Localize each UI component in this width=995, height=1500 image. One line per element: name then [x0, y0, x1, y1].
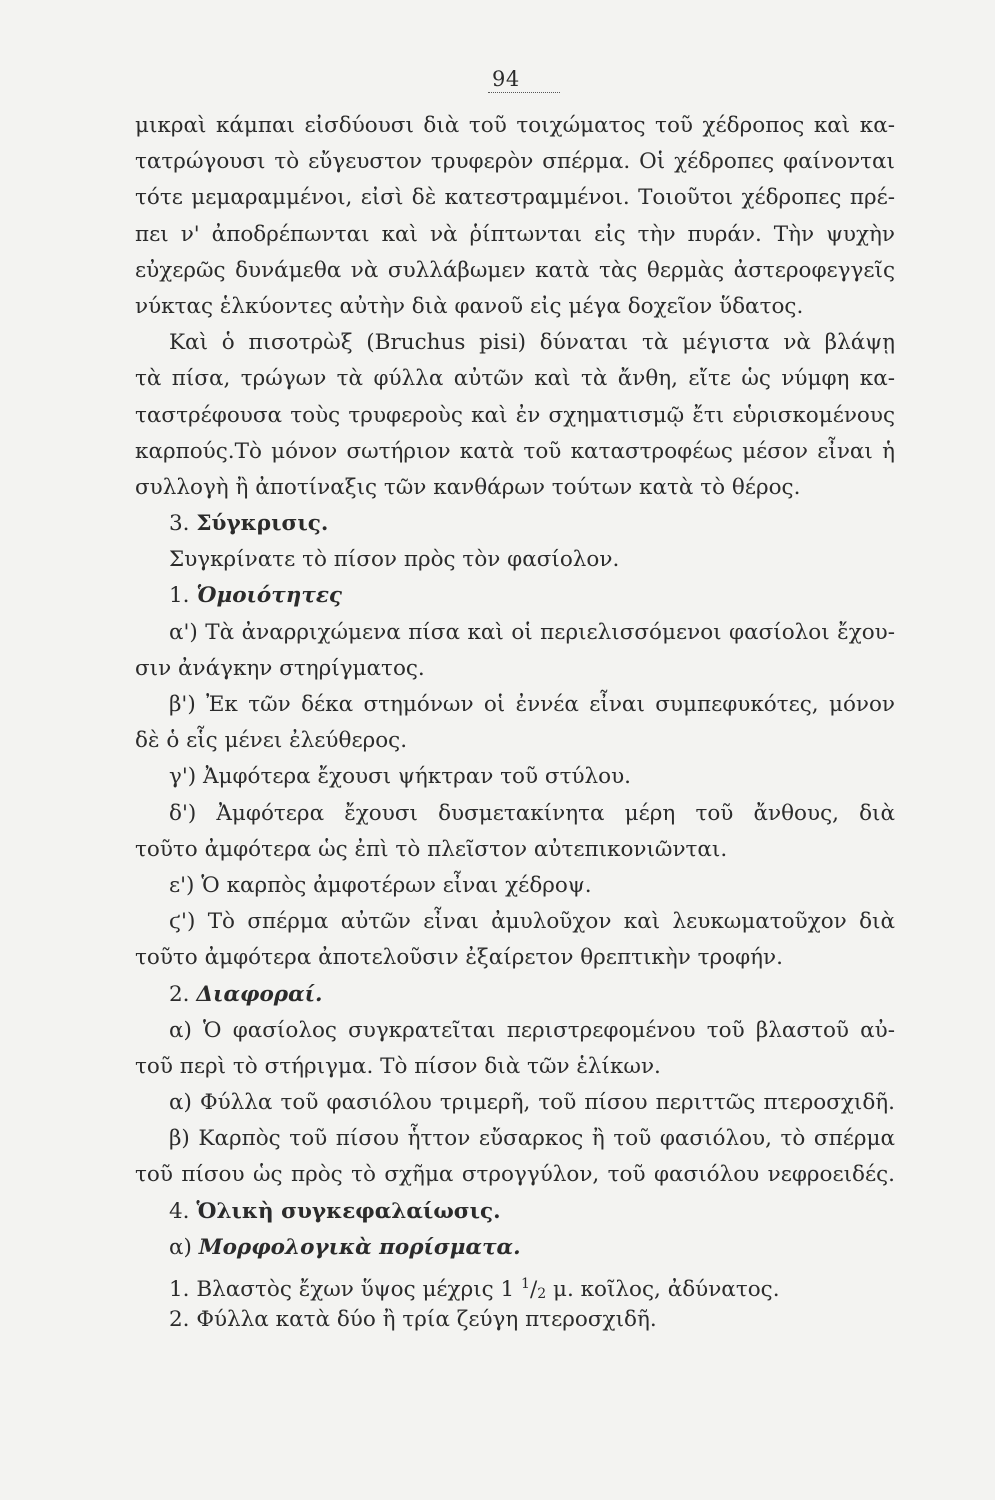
subsection-title: Διαφοραί.	[196, 981, 323, 1007]
fraction-denominator: 2	[537, 1286, 547, 1302]
section-heading	[135, 1194, 895, 1230]
text-line: καρπούς.Τὸ μόνον σωτήριον κατὰ τοῦ καταστροφέως μέσον εἶναι ἡ	[135, 438, 895, 464]
subsection-heading	[135, 977, 895, 1013]
subsection-number: 2.	[169, 981, 190, 1007]
list-item-line: α) Φύλλα τοῦ φασιόλου τριμερῆ, τοῦ πίσου περιττῶς πτεροσχιδῆ.	[169, 1090, 895, 1116]
text-line: Συγκρίνατε τὸ πίσον πρὸς τὸν φασίολον.	[169, 547, 620, 573]
list-item-line: τοῦτο ἀμφότερα ἀποτελοῦσιν ἐξαίρετον θρεπτικὴν τροφήν.	[135, 945, 783, 971]
section-number: 3.	[169, 511, 190, 537]
item-text: Βλαστὸς ἔχων ὕψος μέχρις 1	[196, 1277, 522, 1302]
list-item-line	[135, 1266, 895, 1302]
text-line: πει ν' ἀποδρέπωνται καὶ νὰ ῥίπτωνται εἰς τὴν πυράν. Τὴν ψυχὴν	[135, 221, 895, 247]
subsection-label: α)	[169, 1234, 192, 1260]
section-number: 4.	[169, 1198, 190, 1224]
text-line: τατρώγουσι τὸ εὔγευστον τρυφερὸν σπέρμα. Οἱ χέδροπες φαίνονται	[135, 149, 895, 175]
subsection-title: Ὁμοιότητες	[196, 583, 342, 609]
list-item-line: δὲ ὁ εἷς μένει ἐλεύθερος.	[135, 728, 408, 754]
text-line: τὰ πίσα, τρώγων τὰ φύλλα αὐτῶν καὶ τὰ ἄνθη, εἴτε ὡς νύμφη κα-	[135, 366, 895, 392]
text-line: Καὶ ὁ πισοτρὼξ (Bruchus pisi) δύναται τὰ μέγιστα νὰ βλάψῃ	[169, 330, 895, 356]
list-item-line: ε') Ὁ καρπὸς ἀμφοτέρων εἶναι χέδροψ.	[169, 872, 592, 898]
section-title: Ὁλικὴ συγκεφαλαίωσις.	[196, 1198, 501, 1224]
list-item-line: γ') Ἀμφότερα ἔχουσι ψήκτραν τοῦ στύλου.	[169, 764, 632, 790]
item-number: 2.	[169, 1307, 190, 1333]
subsection-heading	[135, 1230, 895, 1266]
list-item-line: τοῦτο ἀμφότερα ὡς ἐπὶ τὸ πλεῖστον αὐτεπικονιῶνται.	[135, 836, 728, 862]
list-item-line: β) Καρπὸς τοῦ πίσου ἧττον εὔσαρκος ἢ τοῦ φασιόλου, τὸ σπέρμα	[169, 1126, 895, 1152]
list-item-line: τοῦ περὶ τὸ στήριγμα. Τὸ πίσον διὰ τῶν ἑλίκων.	[135, 1053, 661, 1079]
item-number: 1.	[169, 1277, 190, 1302]
list-item-line: α) Ὁ φασίολος συγκρατεῖται περιστρεφομένου τοῦ βλαστοῦ αὐ-	[169, 1017, 895, 1043]
subsection-number: 1.	[169, 583, 190, 609]
list-item-line	[135, 1302, 895, 1338]
list-item-line: α') Τὰ ἀναρριχώμενα πίσα καὶ οἱ περιελισσόμενοι φασίολοι ἔχου-	[169, 619, 895, 645]
list-item-line: τοῦ πίσου ὡς πρὸς τὸ σχῆμα στρογγύλον, τοῦ φασιόλου νεφροειδές.	[135, 1162, 895, 1188]
subsection-title: Μορφολογικὰ πορίσματα.	[198, 1234, 521, 1260]
list-item-line: σιν ἀνάγκην στηρίγματος.	[135, 655, 425, 681]
page-number: 94	[488, 66, 560, 93]
list-item-line: δ') Ἀμφότερα ἔχουσι δυσμετακίνητα μέρη τοῦ ἄνθους, διὰ	[169, 800, 895, 826]
section-title: Σύγκρισις.	[196, 511, 329, 537]
text-line: ταστρέφουσα τοὺς τρυφεροὺς καὶ ἐν σχηματισμῷ ἔτι εὑρισκομένους	[135, 402, 895, 428]
section-heading	[135, 506, 895, 542]
fraction-slash: /	[529, 1277, 538, 1302]
page-body	[135, 108, 895, 1338]
item-text: Φύλλα κατὰ δύο ἢ τρία ζεύγη πτεροσχιδῆ.	[196, 1307, 657, 1333]
text-line: μικραὶ κάμπαι εἰσδύουσι διὰ τοῦ τοιχώματος τοῦ χέδροπος καὶ κα-	[135, 113, 895, 138]
fraction-numerator: 1	[521, 1276, 530, 1292]
text-line: τότε μεμαραμμένοι, εἰσὶ δὲ κατεστραμμένοι. Τοιοῦτοι χέδροπες πρέ-	[135, 185, 895, 211]
text-line: νύκτας ἑλκύοντες αὐτὴν διὰ φανοῦ εἰς μέγα δοχεῖον ὕδατος.	[135, 293, 804, 319]
item-text: μ. κοῖλος, ἀδύνατος.	[546, 1277, 780, 1302]
text-line: εὐχερῶς δυνάμεθα νὰ συλλάβωμεν κατὰ τὰς θερμὰς ἀστεροφεγγεῖς	[135, 257, 895, 283]
list-item-line: β') Ἐκ τῶν δέκα στημόνων οἱ ἐννέα εἶναι συμπεφυκότες, μόνον	[169, 692, 895, 717]
list-item-line: ϛ') Τὸ σπέρμα αὐτῶν εἶναι ἀμυλοῦχον καὶ λευκωματοῦχον διὰ	[169, 909, 895, 935]
text-line: συλλογὴ ἢ ἀποτίναξις τῶν κανθάρων τούτων κατὰ τὸ θέρος.	[135, 474, 801, 500]
subsection-heading	[135, 578, 895, 614]
